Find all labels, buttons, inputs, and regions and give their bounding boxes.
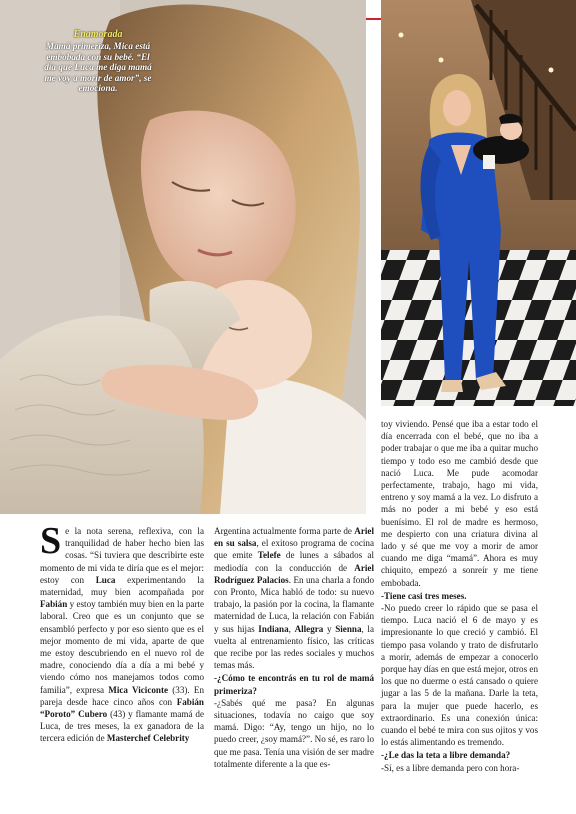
photo-standing-illustration <box>381 0 576 406</box>
question-1: -¿Cómo te encontrás en tu rol de mamá primeriza? <box>214 673 374 696</box>
article-column-1 <box>40 520 205 745</box>
show-masterchef-cont: Argentina actualmente forma parte de <box>214 526 355 536</box>
name-luca: Luca <box>95 574 116 585</box>
answer-2: -No puedo creer lo rápido que se pasa el tiempo. Luca nació el 6 de mayo y es impresionante lo que creció y cambió. El tiempo pasa volando y trato de disfrutarlo a morir, además de empezar a conocerlo porque hay días en que está mejor, otros en los que no duerme o está cansado o quiere jugar a las 5 de la mañana. Darle la teta, para la mujer que puede hacerlo, es extraordinario. Es una conexión única: cuando el bebé te mira con sus ojitos y vos lo estás alimentando es tremendo. <box>381 603 538 748</box>
text-run: e la nota serena, reflexiva, con la tranquilidad de haber hecho bien las cosas. “Si tuviera que describirte este momento de mi vida te diría que es el mejor: estoy con <box>40 526 204 585</box>
name-indiana: Indiana <box>258 623 289 634</box>
text-run: , el exitoso programa de cocina que emite <box>214 538 374 561</box>
text-run: y <box>323 623 336 634</box>
photo-mother-baby <box>0 0 366 514</box>
drop-cap: S <box>40 520 62 562</box>
answer-1: -¿Sabés qué me pasa? En algunas situaciones, todavía no caigo que soy mamá. Digo: “Ay, tengo un hijo, no lo puedo creer, ¿soy mamá?”. No sé, es raro lo que me pasa. Tenía una visión de ser madre totalmente diferente a la que es- <box>214 697 374 769</box>
question-3: -¿Le das la teta a libre demanda? <box>381 750 511 761</box>
name-mica: Mica Viciconte <box>108 684 169 695</box>
name-fabian: Fabián <box>40 599 68 610</box>
text-run: . En una charla a fondo con Pronto, Mica habló de todo: su nuevo trabajo, la pasión por la cocina, la flamante maternidad de Luca, la relación con Fabián y sus hijas <box>214 574 374 634</box>
caption-text: Mamá primeriza, Mica está embobada con su bebé. “El día que Luca me diga mamá me voy a morir de amor”, se emociona. <box>44 41 152 94</box>
question-2: -Tiene casi tres meses. <box>381 590 467 601</box>
name-sienna: Sienna <box>335 623 362 634</box>
article-intro <box>40 520 205 745</box>
text-run: (43) y flamante mamá de Luca, de tres meses, la ex ganadora de la tercera edición de <box>40 709 204 744</box>
text-run: , la vuelta al entrenamiento físico, las críticas que recibe por las redes sociales y muchos temas más. <box>214 623 374 671</box>
photo-caption <box>42 30 154 93</box>
answer-1-continued: toy viviendo. Pensé que iba a estar todo el día encerrada con el bebé, que no iba a poder trabajar o que me iba a quitar mucho tiempo y todo eso me cambió desde que nació Luca. Me pude acomodar perfectamente, trabajo, hago mi vida, entreno y soy mamá a la vez. Lo disfruto a más no poder a mi bebé y eso está buenísimo. El rol de madre es hermoso, me despierto con una criatura divina al lado y sé que me voy a morir de amor cuando me diga “mamá”. Ahora es muy chiquito, empezó a sonreír y me tiene embobada. <box>381 419 538 588</box>
article-column-3 <box>381 418 538 774</box>
text-run: , <box>288 623 295 634</box>
text-run: y estoy también muy bien en la parte laboral. Creo que es un conjunto que se ensambló perfecto y por eso siento que es el mejor momento de mi vida, aparte de que me estoy descubriendo en el nuevo rol de madre, conociendo día a día a mi bebé y viendo cómo nos manejamos todos como familia”, expresa <box>40 599 204 695</box>
name-ariel: Ariel Rodríguez Palacios <box>214 562 374 585</box>
name-fabian-poroto: Fabián “Poroto” Cubero <box>40 696 204 720</box>
channel-telefe: Telefe <box>257 550 281 561</box>
name-allegra: Allegra <box>294 623 324 634</box>
show-ariel-en-su-salsa: Ariel en su salsa <box>214 526 374 549</box>
photo-standing-with-baby <box>381 0 576 406</box>
show-masterchef: Masterchef Celebrity <box>106 733 190 744</box>
article-paragraph <box>214 525 374 671</box>
answer-3: -Sí, es a libre demanda pero con hora- <box>381 762 520 773</box>
caption-title: Enamorada <box>73 29 123 40</box>
text-run: experimentando la maternidad, muy bien acompañada por <box>40 574 204 598</box>
text-run: de lunes a sábados al mediodía con la conducción de <box>214 550 374 573</box>
article-column-2 <box>214 525 374 770</box>
text-run: (33). En pareja desde hace cinco años con <box>40 684 205 707</box>
